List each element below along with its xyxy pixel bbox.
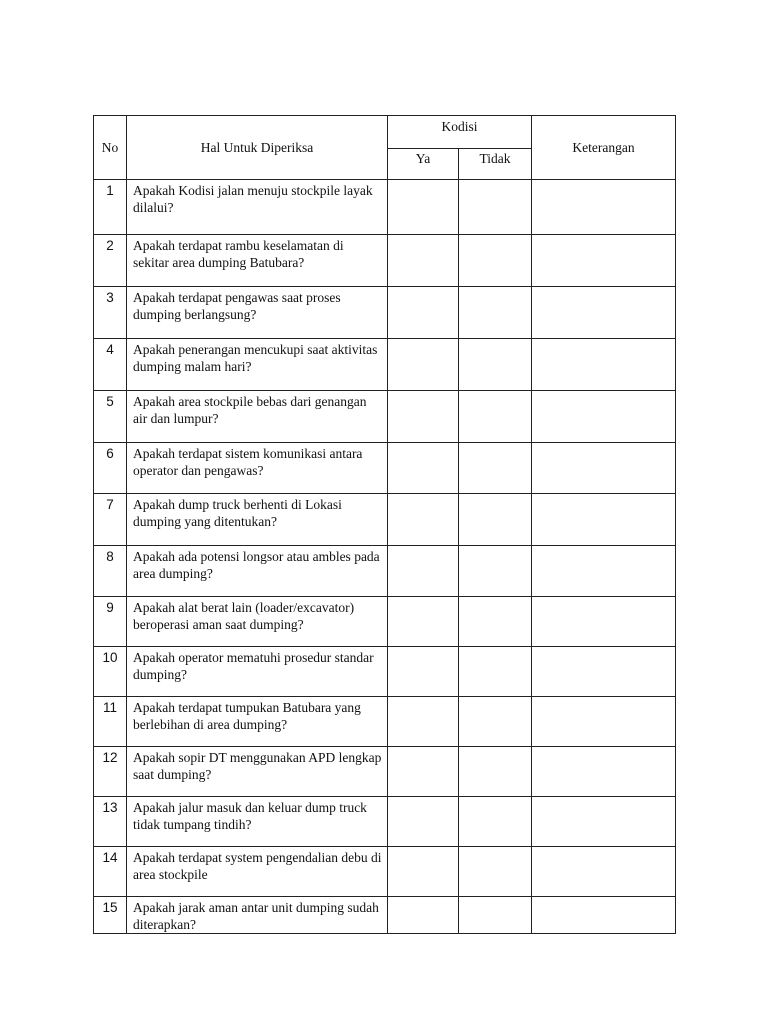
remarks-cell[interactable] [532,797,676,847]
row-number: 6 [94,443,127,494]
remarks-cell[interactable] [532,391,676,443]
remarks-cell[interactable] [532,443,676,494]
yes-cell[interactable] [388,443,459,494]
no-cell[interactable] [459,647,532,697]
remarks-cell[interactable] [532,235,676,287]
row-question: Apakah jalur masuk dan keluar dump truck tidak tumpang tindih? [127,797,388,847]
yes-cell[interactable] [388,287,459,339]
row-number: 3 [94,287,127,339]
yes-cell[interactable] [388,697,459,747]
no-cell[interactable] [459,235,532,287]
yes-cell[interactable] [388,546,459,597]
no-cell[interactable] [459,897,532,934]
row-number: 2 [94,235,127,287]
row-number: 7 [94,494,127,546]
row-number: 13 [94,797,127,847]
table-row [94,897,676,934]
remarks-cell[interactable] [532,494,676,546]
row-question: Apakah dump truck berhenti di Lokasi dumping yang ditentukan? [127,494,388,546]
no-cell[interactable] [459,339,532,391]
row-question: Apakah terdapat sistem komunikasi antara operator dan pengawas? [127,443,388,494]
no-cell[interactable] [459,546,532,597]
no-cell[interactable] [459,797,532,847]
row-question: Apakah alat berat lain (loader/excavator) beroperasi aman saat dumping? [127,597,388,647]
row-number: 1 [94,180,127,235]
header-item: Hal Untuk Diperiksa [127,116,388,180]
table-row [94,647,676,697]
table-row [94,797,676,847]
yes-cell[interactable] [388,897,459,934]
remarks-cell[interactable] [532,697,676,747]
header-no: No [94,116,127,180]
table-row [94,747,676,797]
remarks-cell[interactable] [532,647,676,697]
remarks-cell[interactable] [532,180,676,235]
row-number: 15 [94,897,127,934]
table-row [94,287,676,339]
row-number: 10 [94,647,127,697]
row-question: Apakah Kodisi jalan menuju stockpile layak dilalui? [127,180,388,235]
row-question: Apakah terdapat pengawas saat proses dumping berlangsung? [127,287,388,339]
no-cell[interactable] [459,597,532,647]
row-number: 11 [94,697,127,747]
no-cell[interactable] [459,847,532,897]
header-no-option: Tidak [459,149,532,180]
no-cell[interactable] [459,287,532,339]
remarks-cell[interactable] [532,546,676,597]
table-body [94,180,676,934]
row-number: 8 [94,546,127,597]
header-condition: Kodisi [388,116,532,149]
table-row [94,339,676,391]
yes-cell[interactable] [388,747,459,797]
row-number: 12 [94,747,127,797]
table-row [94,697,676,747]
yes-cell[interactable] [388,847,459,897]
table-row [94,443,676,494]
remarks-cell[interactable] [532,339,676,391]
table-row [94,597,676,647]
remarks-cell[interactable] [532,597,676,647]
table-row [94,180,676,235]
no-cell[interactable] [459,391,532,443]
yes-cell[interactable] [388,597,459,647]
no-cell[interactable] [459,747,532,797]
row-question: Apakah terdapat system pengendalian debu di area stockpile [127,847,388,897]
yes-cell[interactable] [388,797,459,847]
remarks-cell[interactable] [532,287,676,339]
row-question: Apakah terdapat rambu keselamatan di sekitar area dumping Batubara? [127,235,388,287]
no-cell[interactable] [459,180,532,235]
row-question: Apakah operator mematuhi prosedur standar dumping? [127,647,388,697]
yes-cell[interactable] [388,339,459,391]
table-row [94,494,676,546]
yes-cell[interactable] [388,235,459,287]
row-number: 5 [94,391,127,443]
row-question: Apakah jarak aman antar unit dumping sudah diterapkan? [127,897,388,934]
row-question: Apakah ada potensi longsor atau ambles pada area dumping? [127,546,388,597]
header-remarks: Keterangan [532,116,676,180]
table-row [94,235,676,287]
yes-cell[interactable] [388,494,459,546]
remarks-cell[interactable] [532,897,676,934]
row-question: Apakah penerangan mencukupi saat aktivitas dumping malam hari? [127,339,388,391]
row-question: Apakah area stockpile bebas dari genangan air dan lumpur? [127,391,388,443]
table-row [94,847,676,897]
no-cell[interactable] [459,443,532,494]
row-number: 4 [94,339,127,391]
no-cell[interactable] [459,697,532,747]
header-yes: Ya [388,149,459,180]
checklist-table [93,115,676,934]
remarks-cell[interactable] [532,747,676,797]
remarks-cell[interactable] [532,847,676,897]
table-header [94,116,676,180]
table-row [94,391,676,443]
row-question: Apakah terdapat tumpukan Batubara yang berlebihan di area dumping? [127,697,388,747]
table-row [94,546,676,597]
row-number: 14 [94,847,127,897]
row-number: 9 [94,597,127,647]
row-question: Apakah sopir DT menggunakan APD lengkap saat dumping? [127,747,388,797]
yes-cell[interactable] [388,391,459,443]
yes-cell[interactable] [388,647,459,697]
no-cell[interactable] [459,494,532,546]
yes-cell[interactable] [388,180,459,235]
